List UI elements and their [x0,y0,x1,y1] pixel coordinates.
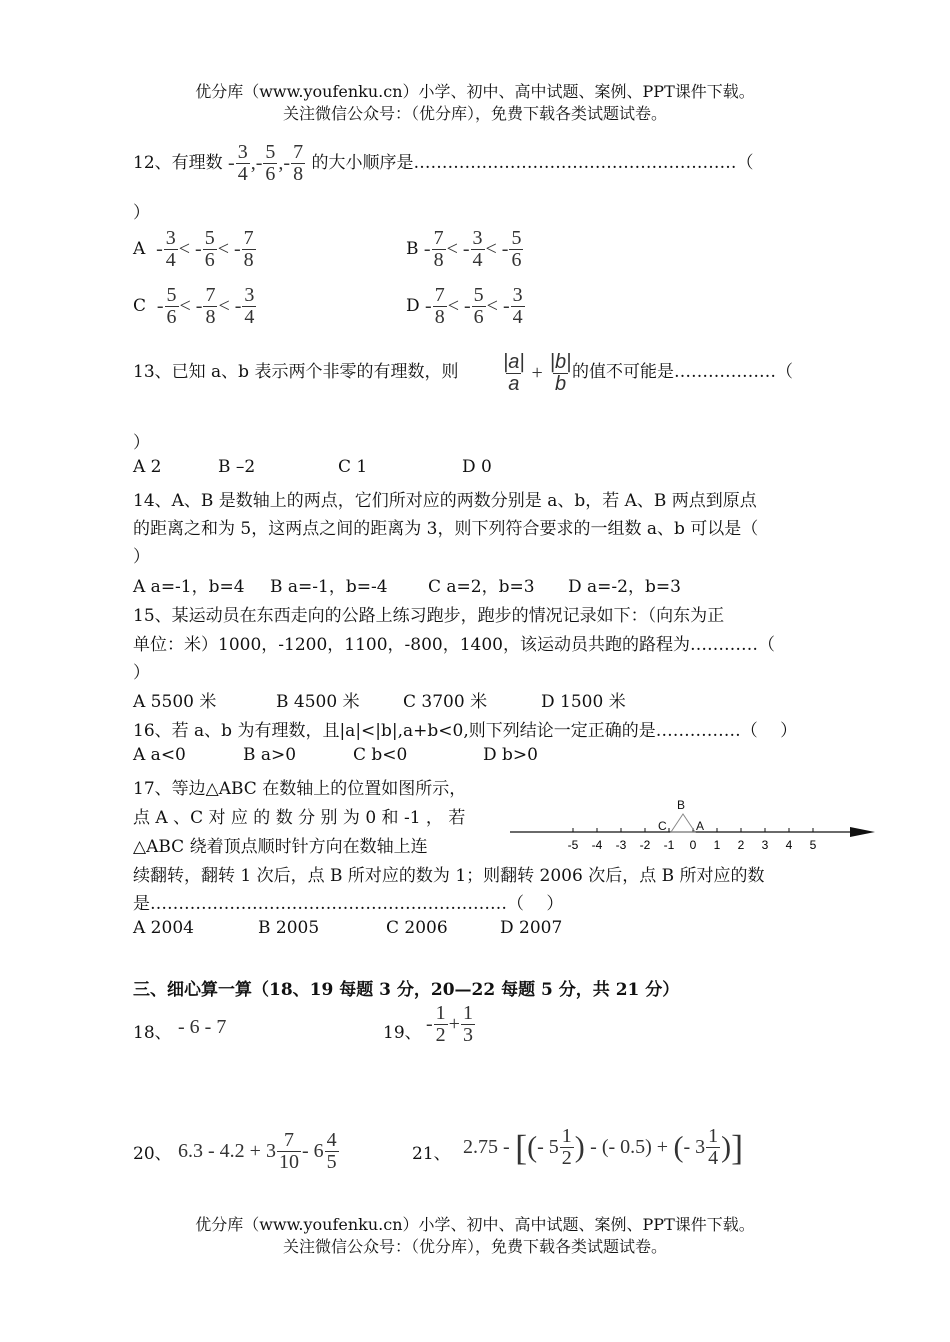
q16-option-d: D b>0 [483,745,538,765]
tick-label: -5 [567,838,579,852]
q20-expression: 6.3 - 4.2 + 3 $\frac{7}{10}$ - 6 $\frac{4}{5}$ [178,1129,337,1173]
q16-option-b: B a>0 [243,745,297,765]
q17-option-b: B 2005 [258,918,320,938]
q13-option-a: A 2 [133,457,162,477]
q12-option-c: C - $\frac{5}{6}$ < - $\frac{7}{8}$ < - $\frac{3}{4}$ [133,284,255,328]
q15-option-a: A 5500 米 [133,692,217,712]
number-line-figure [505,792,880,858]
q17-line-1: 17、等边△ABC 在数轴上的位置如图所示， [133,779,467,799]
header-line-2: 关注微信公众号：（优分库），免费下载各类试题试卷。 [282,104,667,123]
q17-option-d: D 2007 [500,918,563,938]
tick-label: -2 [639,838,651,852]
tick-label: 3 [761,838,769,852]
q21-label: 21、 [412,1144,451,1164]
q15-option-c: C 3700 米 [403,692,488,712]
q13-prefix: 13、已知 a、b 表示两个非零的有理数，则 [133,362,459,382]
q13-option-c: C 1 [338,457,368,477]
triangle-abc [671,814,695,832]
q15-option-b: B 4500 米 [276,692,360,712]
q21-expression: 2.75 - [(- 5 $\frac{1}{2}$ ) - (- 0.5) + (- 3 $\frac{1}{4}$ )] [463,1125,744,1169]
q18-label: 18、 [133,1023,172,1043]
header-line-1: 优分库（www.youfenku.cn）小学、初中、高中试题、案例、PPT课件下载。 [195,82,755,101]
q15-line-1: 15、某运动员在东西走向的公路上练习跑步，跑步的情况记录如下：（向东为正 [133,606,725,626]
q15-close: ） [133,663,150,683]
q17-line-3: △ABC 绕着顶点顺时针方向在数轴上连 [133,837,428,857]
q15-line-2: 单位：米）1000，-1200，1100，-800，1400，该运动员共跑的路程为…………（ [133,635,775,655]
footer-line-2: 关注微信公众号：（优分库），免费下载各类试题试卷。 [282,1237,667,1256]
q12-option-a: A - $\frac{3}{4}$ < - $\frac{5}{6}$ < - $\frac{7}{8}$ [133,227,254,271]
q19-label: 19、 [383,1023,422,1043]
q17-line-5: 是………………………………………………………（ ） [133,894,564,914]
label-c: C [658,819,667,833]
tick-label: 0 [689,838,697,852]
q16-option-a: A a<0 [133,745,186,765]
question-13 [133,357,458,382]
tick-label: 1 [713,838,721,852]
q14-option-b: B a=-1，b=-4 [270,577,388,597]
q14-close: ） [133,547,150,567]
q14-line-2: 的距离之和为 5，这两点之间的距离为 3，则下列符合要求的一组数 a、b 可以是（ [133,519,759,539]
q14-option-a: A a=-1，b=4 [133,577,245,597]
footer-line-1: 优分库（www.youfenku.cn）小学、初中、高中试题、案例、PPT课件下载。 [195,1215,755,1234]
q12-option-b: B - $\frac{7}{8}$ < - $\frac{3}{4}$ < - $\frac{5}{6}$ [406,227,522,271]
question-12: 12、有理数 - $\frac{3}{4}$ ,- $\frac{5}{6}$ ,- $\frac{7}{8}$ 的大小顺序是…………………………………………………（ [133,141,754,185]
q16-line-1: 16、若 a、b 为有理数，且|a|<|b|,a+b<0,则下列结论一定正确的是……………（ ） [133,721,798,741]
section-3-title: 三、细心算一算（18、19 每题 3 分，20—22 每题 5 分，共 21 分） [133,980,680,1000]
q17-line-4: 续翻转，翻转 1 次后，点 B 所对应的数为 1；则翻转 2006 次后，点 B 所对应的数 [133,866,765,886]
tick-label: -4 [591,838,603,852]
tick-label: 5 [809,838,817,852]
q15-option-d: D 1500 米 [541,692,626,712]
q12-prefix: 12、有理数 [133,153,223,173]
q13-expression: $\frac{|a|}{a}$ + $\frac{|b|}{b}$ [503,351,572,395]
tick-label: -3 [615,838,627,852]
number-line-arrow [850,827,875,837]
label-a: A [696,819,705,833]
q17-line-2: 点 A 、C 对 应 的 数 分 别 为 0 和 -1 ， 若 [133,808,466,828]
q12-suffix: 的大小顺序是…………………………………………………（ [311,153,754,173]
q20-label: 20、 [133,1144,172,1164]
q12-option-d: D - $\frac{7}{8}$ < - $\frac{5}{6}$ < - $\frac{3}{4}$ [406,284,523,328]
q13-option-b: B –2 [218,457,256,477]
tick-label: 2 [737,838,745,852]
q14-option-c: C a=2，b=3 [428,577,535,597]
q14-line-1: 14、A、B 是数轴上的两点，它们所对应的两数分别是 a、b，若 A、B 两点到原点 [133,491,757,511]
q16-option-c: C b<0 [353,745,408,765]
q13-suffix: 的值不可能是………………（ [572,362,793,382]
q18-expression: - 6 - 7 [178,1016,227,1038]
label-b: B [677,798,686,812]
q17-option-a: A 2004 [133,918,194,938]
q13-close: ） [133,433,150,453]
q14-option-d: D a=-2，b=3 [568,577,681,597]
tick-label: -1 [663,838,675,852]
tick-label: 4 [785,838,793,852]
q19-expression: - $\frac{1}{2}$ + $\frac{1}{3}$ [426,1002,473,1046]
q12-close: ） [133,203,150,223]
q13-option-d: D 0 [462,457,492,477]
q17-option-c: C 2006 [386,918,448,938]
